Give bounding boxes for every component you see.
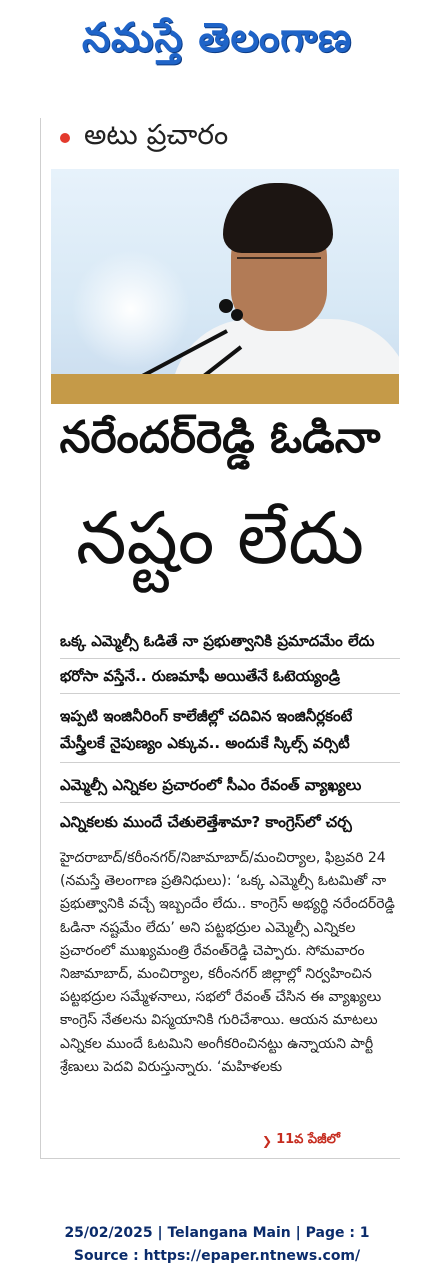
deck-1: ఒక్క ఎమ్మెల్సీ ఓడితే నా ప్రభుత్వానికి ప్రమాదమేం లేదు xyxy=(60,632,375,650)
deck-3: ఇప్పటి ఇంజినీరింగ్ కాలేజీల్లో చదివిన ఇంజినీర్లకంటే మేస్త్రీలకే నైపుణ్యం ఎక్కువ.. అందుకే స్కిల్స్ వర్సిటీ xyxy=(60,707,353,752)
article-photo xyxy=(51,169,399,404)
deck-2: భరోసా వస్తేనే.. రుణమాఫీ అయితేనే ఓటెయ్యండ్రి xyxy=(60,667,340,685)
headline-line-2: నష్టం లేదు xyxy=(75,496,365,580)
kicker-text: అటు ప్రచారం xyxy=(84,118,229,151)
footer-source[interactable]: Source : https://epaper.ntnews.com/ xyxy=(73,1248,361,1264)
masthead-title: నమస్తే తెలంగాణ xyxy=(81,15,353,61)
column-rule-bottom xyxy=(40,1158,400,1159)
kicker xyxy=(60,118,228,158)
chevron-right-icon: ❯ xyxy=(262,1134,273,1148)
continued-label: 11వ పేజీలో xyxy=(276,1132,341,1147)
footer-date-page: 25/02/2025 | Telangana Main | Page : 1 xyxy=(64,1225,370,1241)
deck-4: ఎమ్మెల్సీ ఎన్నికల ప్రచారంలో సీఎం రేవంత్ వ్యాఖ్యలు xyxy=(60,776,362,794)
article-body xyxy=(60,847,400,1079)
deck-5: ఎన్నికలకు ముందే చేతులెత్తేశామా? కాంగ్రెస్‌లో చర్చ xyxy=(60,813,352,831)
headline-line-1: నరేందర్‌రెడ్డి ఓడినా xyxy=(59,412,381,463)
masthead xyxy=(0,0,434,86)
continued-link[interactable] xyxy=(262,1132,340,1150)
article-body-text: హైదరాబాద్/కరీంనగర్/నిజామాబాద్/మంచిర్యాల, ఫిబ్రవరి 24 (నమస్తే తెలంగాణ ప్రతినిధులు): ‘ఒక్క ఎమ్మెల్సీ ఓటమితో నా ప్రభుత్వానికి వచ్చే ఇబ్బందేం లేదు.. కాంగ్రెస్ అభ్యర్థి నరేందర్‌రెడ్డి ఓడినా నష్టమేం లేదు’ అని పట్టభద్రుల ఎమ్మెల్సీ ఎన్నికల ప్రచారంలో ముఖ్యమంత్రి రేవంత్‌రెడ్డి చెప్పారు. సోమవారం నిజామాబాద్, మంచిర్యాల, కరీంనగర్ జిల్లాల్లో నిర్వహించిన పట్టభద్రుల సమ్మేళనాలు, సభలో రేవంత్ చేసిన ఈ వ్యాఖ్యలు కాంగ్రెస్ నేతలను విస్మయానికి గురిచేశాయి. ఆయన మాటలు ఎన్నికల ముందే ఓటమిని అంగీకరించినట్టు ఉన్నాయని పార్టీ శ్రేణులు పెదవి విరుస్తున్నారు. ‘మహిళలకు xyxy=(60,850,395,1075)
bullet-icon xyxy=(60,133,70,143)
column-rule-left xyxy=(40,118,41,1158)
